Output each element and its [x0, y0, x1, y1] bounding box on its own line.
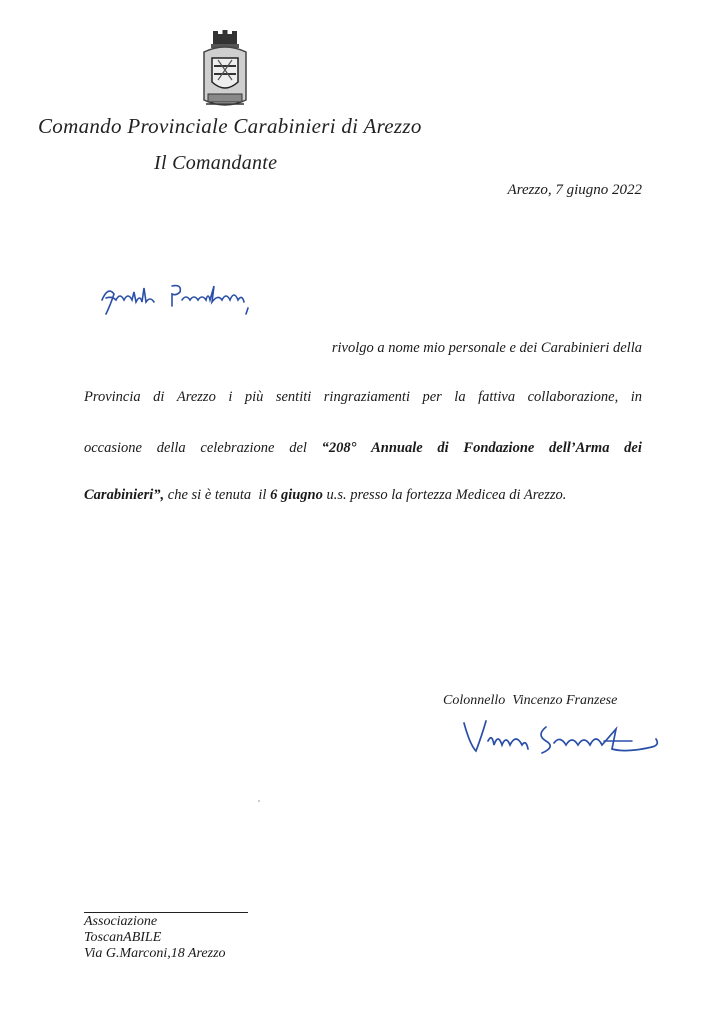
- organization-name: Comando Provinciale Carabinieri di Arezzo: [38, 114, 422, 138]
- event-name-word: dell’Arma: [549, 440, 610, 456]
- body-line-4: [84, 485, 642, 505]
- paper-speck: [258, 800, 260, 802]
- body-line-3: [84, 438, 642, 458]
- body-word: sentiti: [275, 389, 312, 405]
- body-word: del: [289, 440, 307, 456]
- recipient-line-3: Via G.Marconi,18 Arezzo: [84, 946, 226, 961]
- signer-name: Colonnello Vincenzo Franzese: [443, 693, 618, 708]
- body-word: la: [454, 389, 466, 405]
- letter-date: Arezzo, 7 giugno 2022: [507, 182, 642, 198]
- body-word: Arezzo: [176, 389, 216, 405]
- event-name-end: Carabinieri”,: [84, 487, 165, 503]
- event-date: 6 giugno: [270, 487, 323, 503]
- recipient-line-2: ToscanABILE: [84, 930, 162, 945]
- body-word: della: [156, 440, 186, 456]
- event-name-word: Fondazione: [463, 440, 535, 456]
- body-line-1: rivolgo a nome mio personale e dei Carabinieri della: [331, 340, 642, 356]
- address-rule: [84, 912, 248, 913]
- recipient-line-1: Associazione: [84, 914, 158, 929]
- event-name-word: di: [437, 440, 449, 456]
- body-word: Provincia: [84, 389, 141, 405]
- body-line-2: [84, 387, 642, 407]
- body-word: in: [630, 389, 642, 405]
- body-word: più: [244, 389, 264, 405]
- body-word: i: [228, 389, 233, 405]
- handwritten-signature: [456, 715, 666, 763]
- event-name-word: dei: [624, 440, 642, 456]
- commander-title: Il Comandante: [154, 152, 278, 174]
- event-name-word: “208°: [321, 440, 357, 456]
- body-word: di: [153, 389, 165, 405]
- body-word: celebrazione: [200, 440, 275, 456]
- body-word: ringraziamenti: [323, 389, 410, 405]
- body-word: per: [422, 389, 442, 405]
- event-name-word: Annuale: [371, 440, 423, 456]
- body-fragment: che si è tenuta il: [164, 487, 271, 503]
- body-fragment: u.s. presso la fortezza Medicea di Arezzo.: [322, 487, 567, 503]
- body-word: fattiva: [478, 389, 516, 405]
- carabinieri-crest-icon: [200, 30, 250, 112]
- handwritten-salutation: [98, 278, 278, 318]
- body-word: collaborazione,: [527, 389, 619, 405]
- body-word: occasione: [84, 440, 142, 456]
